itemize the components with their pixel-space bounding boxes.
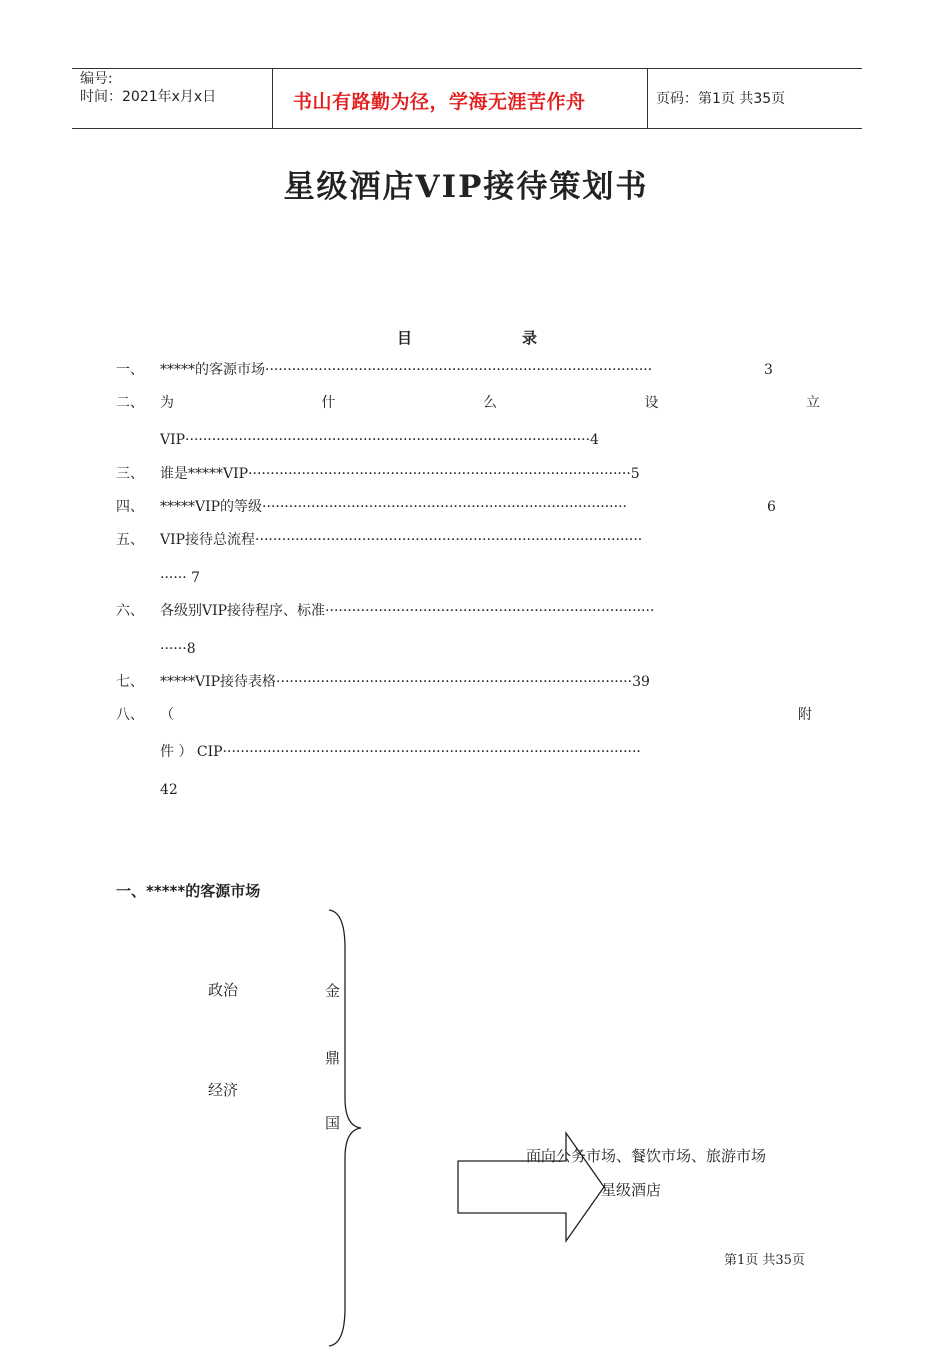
toc-item-5-cont[interactable]: ······ 7 xyxy=(160,570,201,586)
brace-char-2: 鼎 xyxy=(325,1049,341,1067)
toc-item-2-char: 立 xyxy=(806,395,820,411)
brace-char-3: 国 xyxy=(325,1114,341,1132)
source-item-economy: 经济 xyxy=(208,1081,239,1099)
toc-item-2-char: 设 xyxy=(644,395,659,411)
header-time-label: 时间：2021年x月x日 xyxy=(80,89,217,105)
toc-item-3-text[interactable]: 谁是*****VIP······················································································5 xyxy=(160,466,640,482)
toc-item-5-text[interactable]: VIP接待总流程······················································································· xyxy=(160,532,643,548)
header-divider-1 xyxy=(272,68,273,129)
toc-item-2-num: 二、 xyxy=(116,395,144,411)
toc-item-6-text[interactable]: 各级别VIP接待程序、标准·········································································· xyxy=(160,603,655,619)
toc-item-6-cont[interactable]: ······8 xyxy=(160,641,196,657)
toc-item-1-num: 一、 xyxy=(116,362,144,378)
toc-item-3-num: 三、 xyxy=(116,466,144,482)
toc-item-7-num: 七、 xyxy=(116,674,144,690)
toc-item-7-text[interactable]: *****VIP接待表格················································································39 xyxy=(160,674,650,690)
toc-item-8-cont[interactable]: 件 ） CIP······························································································ xyxy=(160,744,641,760)
footer-page-number: 第1页 共35页 xyxy=(724,1253,805,1268)
header-slogan: 书山有路勤为径，学海无涯苦作舟 xyxy=(293,91,586,113)
toc-item-6-num: 六、 xyxy=(116,603,144,619)
toc-item-4-num: 四、 xyxy=(116,499,144,515)
toc-item-8-page: 42 xyxy=(160,782,178,798)
toc-heading-left: 目 xyxy=(397,329,413,347)
brace-char-1: 金 xyxy=(325,982,341,1000)
header-page-label: 页码：第1页 共35页 xyxy=(656,91,786,107)
toc-item-2-char: 什 xyxy=(321,395,336,411)
toc-item-8-char: 附 xyxy=(798,707,812,723)
toc-heading-right: 录 xyxy=(522,329,538,347)
source-item-politics: 政治 xyxy=(208,981,239,999)
toc-item-1-page: 3 xyxy=(764,362,773,378)
toc-item-5-num: 五、 xyxy=(116,532,144,548)
hotel-text: 星级酒店 xyxy=(601,1181,662,1199)
toc-item-2-char: 为 xyxy=(160,395,174,411)
toc-item-4-text[interactable]: *****VIP的等级·················································································· xyxy=(160,499,627,515)
document-title: 星级酒店VIP接待策划书 xyxy=(283,169,649,205)
toc-item-8-spread[interactable] xyxy=(160,706,812,724)
toc-item-4-page: 6 xyxy=(767,499,776,515)
header-bottom-rule xyxy=(72,128,862,129)
toc-item-8-num: 八、 xyxy=(116,707,144,723)
toc-item-2-cont[interactable]: VIP···························································································4 xyxy=(160,432,599,448)
header-number-label: 编号: xyxy=(80,71,113,87)
toc-item-8-char: （ xyxy=(160,707,174,723)
section-1-heading: 一、*****的客源市场 xyxy=(116,882,261,900)
toc-item-2-spread[interactable] xyxy=(160,394,820,412)
header-top-rule xyxy=(72,68,862,69)
right-brace-shape xyxy=(325,908,365,1348)
toc-item-2-char: 么 xyxy=(483,395,497,411)
header-divider-2 xyxy=(647,68,648,129)
market-text: 面向公务市场、餐饮市场、旅游市场 xyxy=(526,1147,767,1165)
toc-item-1-text[interactable]: *****的客源市场······················································································· xyxy=(160,362,653,378)
